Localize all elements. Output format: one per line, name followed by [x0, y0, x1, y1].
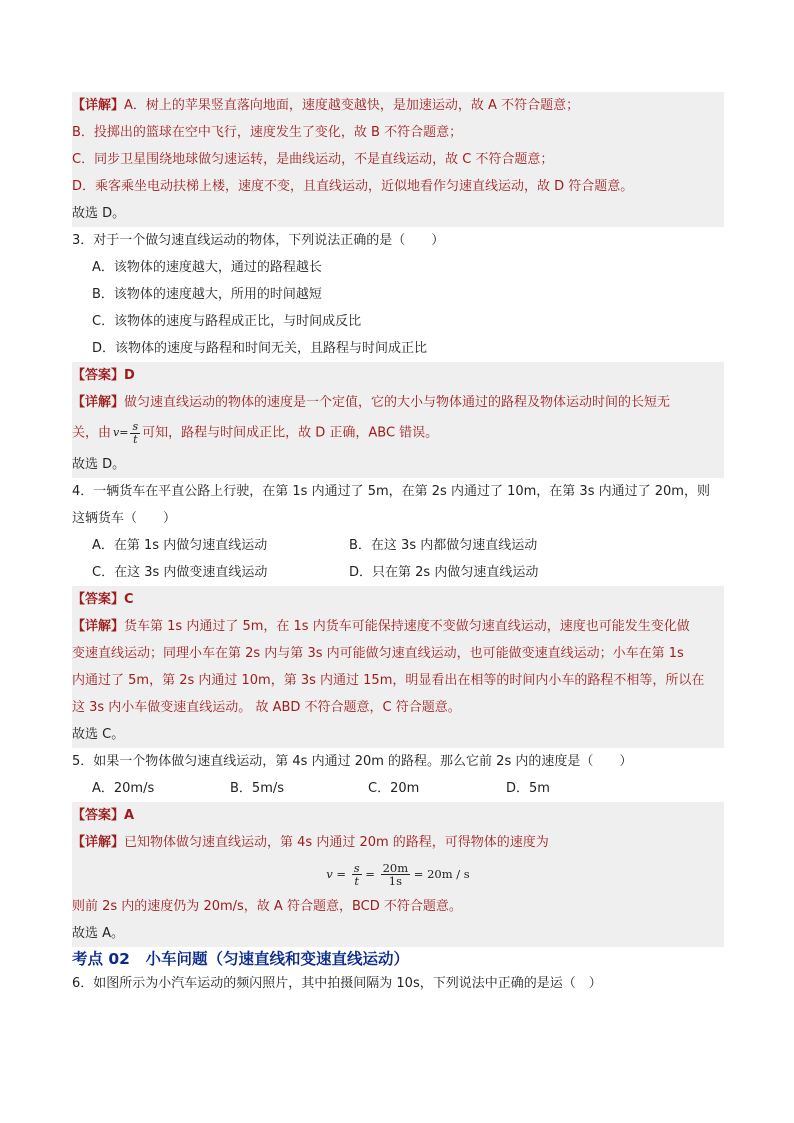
options-row: [72, 775, 724, 802]
answer-tag: 【答案】: [72, 368, 125, 383]
speed-formula: [72, 856, 724, 893]
option-d: D．只在第 2s 内做匀速直线运动: [349, 564, 539, 580]
explanation-line: [72, 389, 724, 416]
option-b: B．在这 3s 内都做匀速直线运动: [349, 537, 538, 553]
answer-line: [72, 586, 724, 613]
formula-v: v: [113, 426, 120, 439]
answer-block-q5: [72, 802, 724, 947]
question-stem: 这辆货车（ ）: [72, 510, 177, 526]
formula-fraction: [130, 421, 140, 446]
formula-equals: =: [361, 867, 379, 881]
explanation-tag: 【详解】: [72, 834, 125, 850]
explanation-tag: 【详解】: [72, 618, 125, 634]
option-b: B．5m/s: [230, 780, 285, 796]
formula-fraction: [352, 862, 362, 887]
explanation-tag: 【详解】: [72, 395, 125, 410]
question-4: [72, 478, 724, 586]
conclusion-line: 故选 D。: [72, 206, 126, 221]
explanation-text: 货车第 1s 内通过了 5m，在 1s 内货车可能保持速度不变做匀速直线运动，速度也可能发生变化做: [124, 618, 690, 634]
explanation-line: [72, 92, 724, 119]
explanation-tag: 【详解】: [72, 98, 125, 113]
option-a: A．在第 1s 内做匀速直线运动: [92, 537, 268, 553]
explanation-line: 内通过了 5m，第 2s 内通过 10m，第 3s 内通过 15m，明显看出在相等的时间内小车的路程不相等，所以在: [72, 672, 705, 688]
explanation-line: B．投掷出的篮球在空中飞行，速度发生了变化，故 B 不符合题意；: [72, 125, 463, 140]
explanation-text: 关，由: [72, 425, 112, 441]
option-c: C．20m: [368, 780, 420, 796]
option-a: A．20m/s: [92, 780, 155, 796]
option-a: A．该物体的速度越大，通过的路程越长: [92, 260, 322, 275]
question-stem: 5．如果一个物体做匀速直线运动，第 4s 内通过 20m 的路程。那么它前 2s 内的速度是（ ）: [72, 753, 633, 769]
explanation-text: A．树上的苹果竖直落向地面，速度越变越快，是加速运动，故 A 不符合题意；: [124, 98, 580, 113]
conclusion-line: 故选 D。: [72, 456, 126, 472]
question-3: [72, 227, 724, 362]
formula-denominator: 1s: [388, 873, 402, 888]
answer-value: A: [124, 807, 135, 823]
option-d: D．该物体的速度与路程和时间无关，且路程与时间成正比: [92, 341, 428, 356]
section-heading: 考点 02 小车问题（匀速直线和变速直线运动）: [72, 949, 409, 968]
formula-denominator: t: [354, 873, 359, 888]
question-6-stem: 6．如图所示为小汽车运动的频闪照片，其中拍摄间隔为 10s，下列说法中正确的是运（ ）: [72, 975, 602, 991]
explanation-line: D．乘客乘坐电动扶梯上楼，速度不变，且直线运动，近似地看作匀速直线运动，故 D 符合题意。: [72, 179, 634, 194]
formula-result: = 20m / s: [410, 867, 470, 881]
options-row: [72, 559, 724, 586]
option-c: C．在这 3s 内做变速直线运动: [92, 564, 268, 580]
explanation-block-q2: [72, 92, 724, 227]
formula-numerator: s: [132, 419, 139, 433]
explanation-text: 已知物体做匀速直线运动，第 4s 内通过 20m 的路程，可得物体的速度为: [124, 834, 549, 850]
explanation-text: 做匀速直线运动的物体的速度是一个定值，它的大小与物体通过的路程及物体运动时间的长短无: [124, 395, 671, 410]
explanation-text: 可知，路程与时间成正比，故 D 正确，ABC 错误。: [142, 425, 439, 441]
answer-value: C: [124, 591, 134, 607]
formula-numerator: s: [353, 860, 360, 875]
formula-numerator: 20m: [382, 860, 409, 875]
explanation-line: 这 3s 内小车做变速直线运动。 故 ABD 不符合题意，C 符合题意。: [72, 699, 461, 715]
option-d: D．5m: [506, 780, 550, 796]
answer-line: [72, 362, 724, 389]
conclusion-line: 故选 A。: [72, 925, 125, 941]
explanation-line: [72, 416, 724, 451]
question-5: [72, 748, 724, 802]
formula-equals: =: [119, 426, 129, 439]
answer-value: D: [124, 368, 135, 383]
explanation-line: 变速直线运动；同理小车在第 2s 内与第 3s 内可能做匀速直线运动，也可能做变速直线运动；小车在第 1s: [72, 645, 684, 661]
explanation-line: 则前 2s 内的速度仍为 20m/s，故 A 符合题意，BCD 不符合题意。: [72, 898, 462, 914]
formula-equals: =: [332, 867, 350, 881]
answer-block-q3: [72, 362, 724, 478]
question-stem: 4．一辆货车在平直公路上行驶，在第 1s 内通过了 5m，在第 2s 内通过了 10m，在第 3s 内通过了 20m，则: [72, 483, 710, 499]
answer-block-q4: [72, 586, 724, 748]
formula-v: v: [326, 867, 333, 881]
answer-tag: 【答案】: [72, 807, 125, 823]
option-c: C．该物体的速度与路程成正比，与时间成反比: [92, 314, 362, 329]
formula-fraction: [381, 862, 411, 887]
formula-denominator: t: [133, 432, 138, 446]
options-row: [72, 532, 724, 559]
option-b: B．该物体的速度越大，所用的时间越短: [92, 287, 322, 302]
explanation-line: C．同步卫星围绕地球做匀速运转，是曲线运动，不是直线运动，故 C 不符合题意；: [72, 152, 554, 167]
page-content: [72, 92, 724, 997]
explanation-line: [72, 613, 724, 640]
conclusion-line: 故选 C。: [72, 726, 125, 742]
explanation-line: [72, 829, 724, 856]
question-stem: 3．对于一个做匀速直线运动的物体，下列说法正确的是（ ）: [72, 233, 445, 248]
velocity-formula: [113, 416, 140, 450]
answer-line: [72, 802, 724, 829]
answer-tag: 【答案】: [72, 591, 125, 607]
